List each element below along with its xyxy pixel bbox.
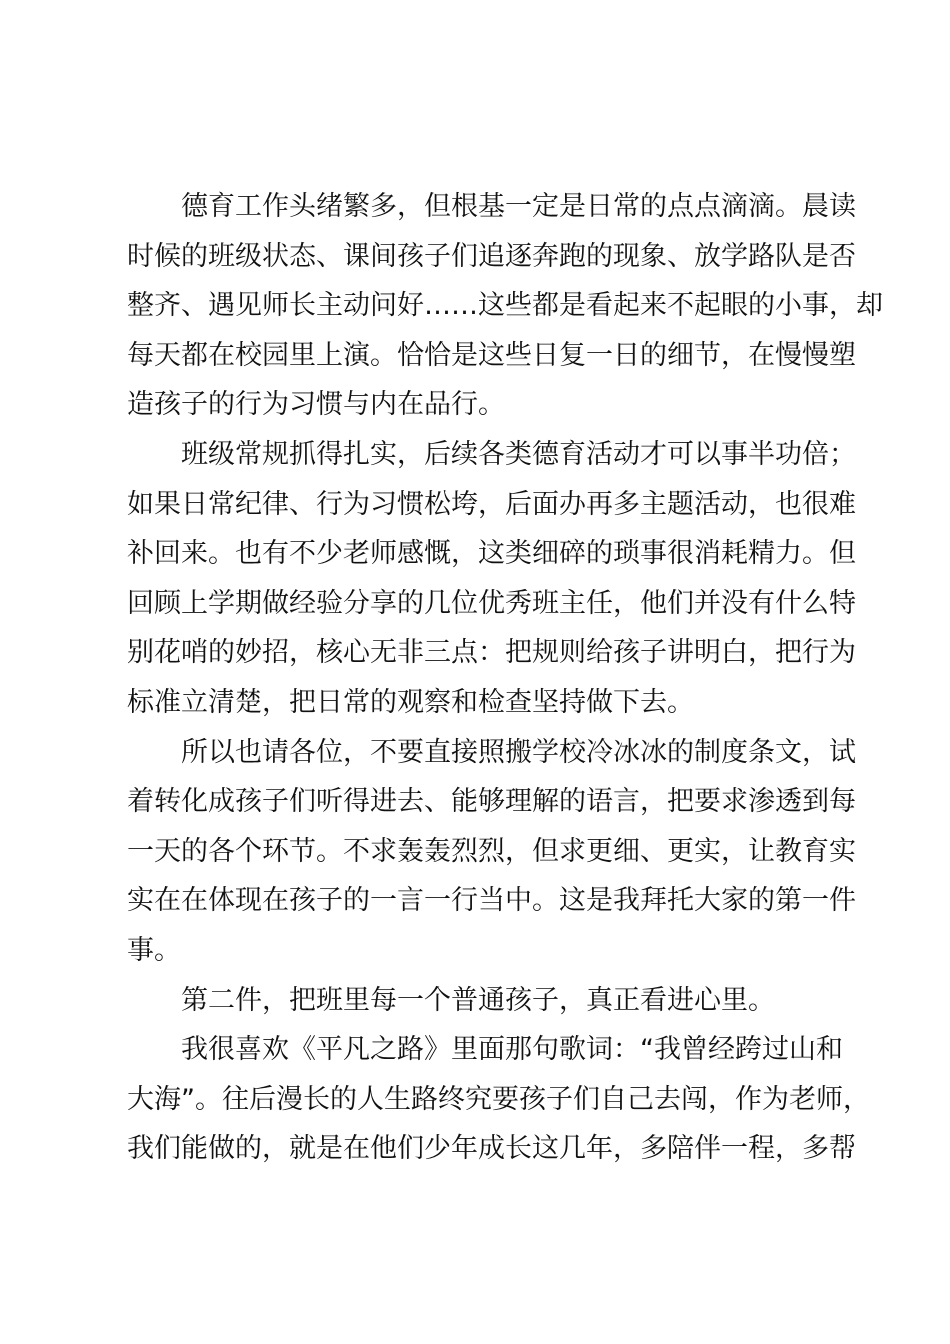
text-line: 我很喜欢《平凡之路》里面那句歌词：“我曾经跨过山和: [181, 1034, 843, 1066]
paragraph-2: [127, 430, 856, 728]
paragraph-5: [127, 1025, 870, 1174]
paragraph-3: [127, 728, 856, 976]
text-line: 班级常规抓得扎实，后续各类德育活动才可以事半功倍；: [181, 438, 856, 470]
text-line: 一天的各个环节。不求轰轰烈烈，但求更细、更实，让教育实: [127, 835, 856, 867]
text-line: 别花哨的妙招，核心无非三点：把规则给孩子讲明白，把行为: [127, 637, 856, 669]
text-line: 大海”。往后漫长的人生路终究要孩子们自己去闯，作为老师，: [127, 1083, 870, 1115]
text-line: 造孩子的行为习惯与内在品行。: [127, 389, 505, 421]
paragraph-1: [127, 182, 883, 430]
text-line: 德育工作头绪繁多，但根基一定是日常的点点滴滴。晨读: [181, 191, 856, 222]
text-line: 实在在体现在孩子的一言一行当中。这是我拜托大家的第一件: [127, 885, 856, 917]
text-line: 整齐、遇见师长主动问好……这些都是看起来不起眼的小事，却: [127, 290, 883, 322]
text-line: 第二件，把班里每一个普通孩子，真正看进心里。: [181, 984, 775, 1016]
text-line: 着转化成孩子们听得进去、能够理解的语言，把要求渗透到每: [127, 786, 856, 818]
body-text: [127, 182, 883, 1174]
text-line: 事。: [127, 934, 181, 966]
text-line: 标准立清楚，把日常的观察和检查坚持做下去。: [127, 686, 694, 718]
text-line: 每天都在校园里上演。恰恰是这些日复一日的细节，在慢慢塑: [127, 339, 856, 371]
paragraph-4: [127, 976, 839, 1026]
text-line: 时候的班级状态、课间孩子们追逐奔跑的现象、放学路队是否: [127, 240, 856, 272]
text-line: 回顾上学期做经验分享的几位优秀班主任，他们并没有什么特: [127, 587, 856, 619]
text-line: 我们能做的，就是在他们少年成长这几年，多陪伴一程，多帮: [127, 1133, 856, 1165]
text-line: 补回来。也有不少老师感慨，这类细碎的琐事很消耗精力。但: [127, 538, 856, 570]
text-line: 所以也请各位，不要直接照搬学校冷冰冰的制度条文，试: [181, 736, 856, 768]
text-line: 如果日常纪律、行为习惯松垮，后面办再多主题活动，也很难: [127, 488, 856, 520]
